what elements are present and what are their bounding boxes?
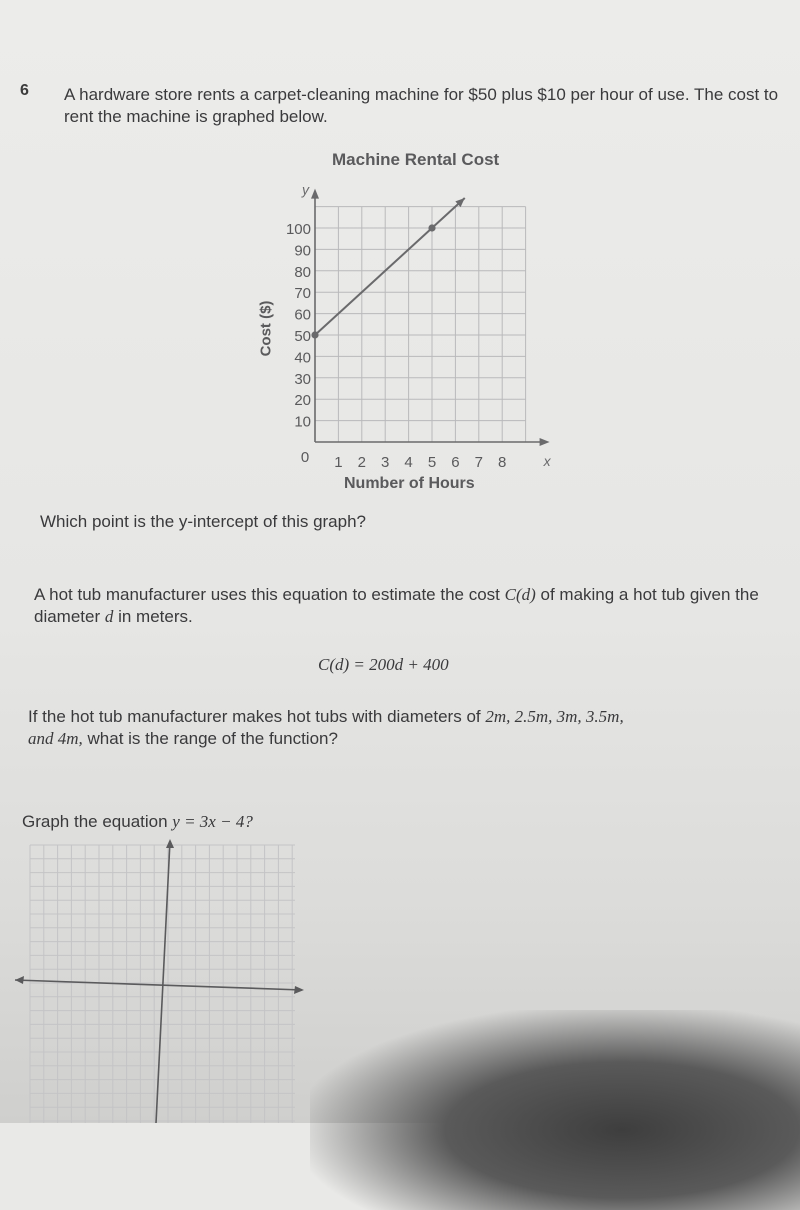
y-axis-letter: y — [302, 181, 309, 198]
data-point — [311, 331, 318, 338]
y-tick-label: 50 — [294, 328, 311, 345]
x-axis-arrow — [540, 438, 550, 446]
x-tick-label: 5 — [427, 454, 437, 471]
y-axis-arrow — [311, 189, 319, 199]
x-tick-label: 2 — [357, 454, 366, 471]
graph-text: Graph the equation — [22, 812, 173, 831]
x-tick-label: 4 — [404, 454, 413, 471]
y-tick-label: 90 — [294, 242, 311, 260]
question-intercept-text: Which point is the y-intercept of this graph? — [40, 512, 366, 531]
range-values-end: and 4m, — [28, 729, 83, 748]
question-number: 6 — [20, 82, 29, 99]
photo-shadow — [310, 1010, 800, 1210]
x-axis-letter: x — [543, 453, 551, 469]
question-intercept — [40, 512, 366, 532]
y-tick-label: 20 — [294, 392, 311, 410]
hottub-variable: d — [104, 607, 114, 626]
question-6-text: A hardware store rents a carpet-cleaning machine for $50 plus $10 per hour of use. The cost to rent the machine is graphed below. — [64, 85, 779, 126]
x-tick-label: 6 — [451, 454, 460, 471]
x-tick-label: 1 — [334, 454, 343, 471]
blank-x-axis-arrow-right — [294, 986, 304, 994]
cost-line — [315, 198, 465, 335]
graph-equation: y = 3x − 4? — [172, 812, 253, 831]
question-graph — [22, 812, 253, 832]
origin-label: 0 — [300, 449, 310, 466]
x-tick-label: 7 — [474, 454, 483, 471]
y-tick-label: 80 — [294, 263, 311, 281]
chart-grid — [315, 207, 526, 442]
x-tick-label: 3 — [381, 454, 390, 471]
hottub-function-name: C(d) — [504, 585, 536, 604]
range-values: 2m, 2.5m, 3m, 3.5m, — [485, 707, 624, 726]
blank-x-axis-arrow-left — [15, 976, 24, 984]
blank-y-axis-arrow — [166, 839, 174, 848]
question-hottub — [34, 584, 764, 628]
chart-series — [311, 198, 464, 339]
hottub-text-3: in meters. — [113, 607, 193, 626]
blank-coordinate-grid[interactable] — [10, 835, 310, 1123]
chart-title: Machine Rental Cost — [332, 150, 500, 169]
y-tick-label: 70 — [294, 285, 311, 303]
y-tick-label: 10 — [294, 413, 311, 431]
y-tick-label: 40 — [294, 349, 311, 367]
x-tick-label: 8 — [498, 454, 507, 471]
range-text-1: If the hot tub manufacturer makes hot tubs with diameters of — [28, 707, 486, 726]
blank-grid-axes — [15, 839, 304, 1123]
hottub-text-2: of making a hot tub given the diameter — [34, 585, 759, 626]
y-tick-label: 100 — [285, 221, 311, 238]
x-axis-label: Number of Hours — [344, 475, 475, 492]
hottub-text-1: A hot tub manufacturer uses this equation to estimate the cost — [34, 585, 505, 604]
question-range — [28, 706, 768, 750]
data-point — [428, 224, 435, 231]
range-text-2: what is the range of the function? — [82, 729, 338, 748]
hottub-equation: C(d) = 200d + 400 — [318, 655, 449, 674]
y-axis-label: Cost ($) — [257, 300, 275, 357]
chart-ticks — [286, 221, 506, 471]
y-tick-label: 30 — [294, 370, 311, 388]
y-tick-label: 60 — [294, 306, 311, 324]
rental-cost-chart — [240, 170, 580, 500]
